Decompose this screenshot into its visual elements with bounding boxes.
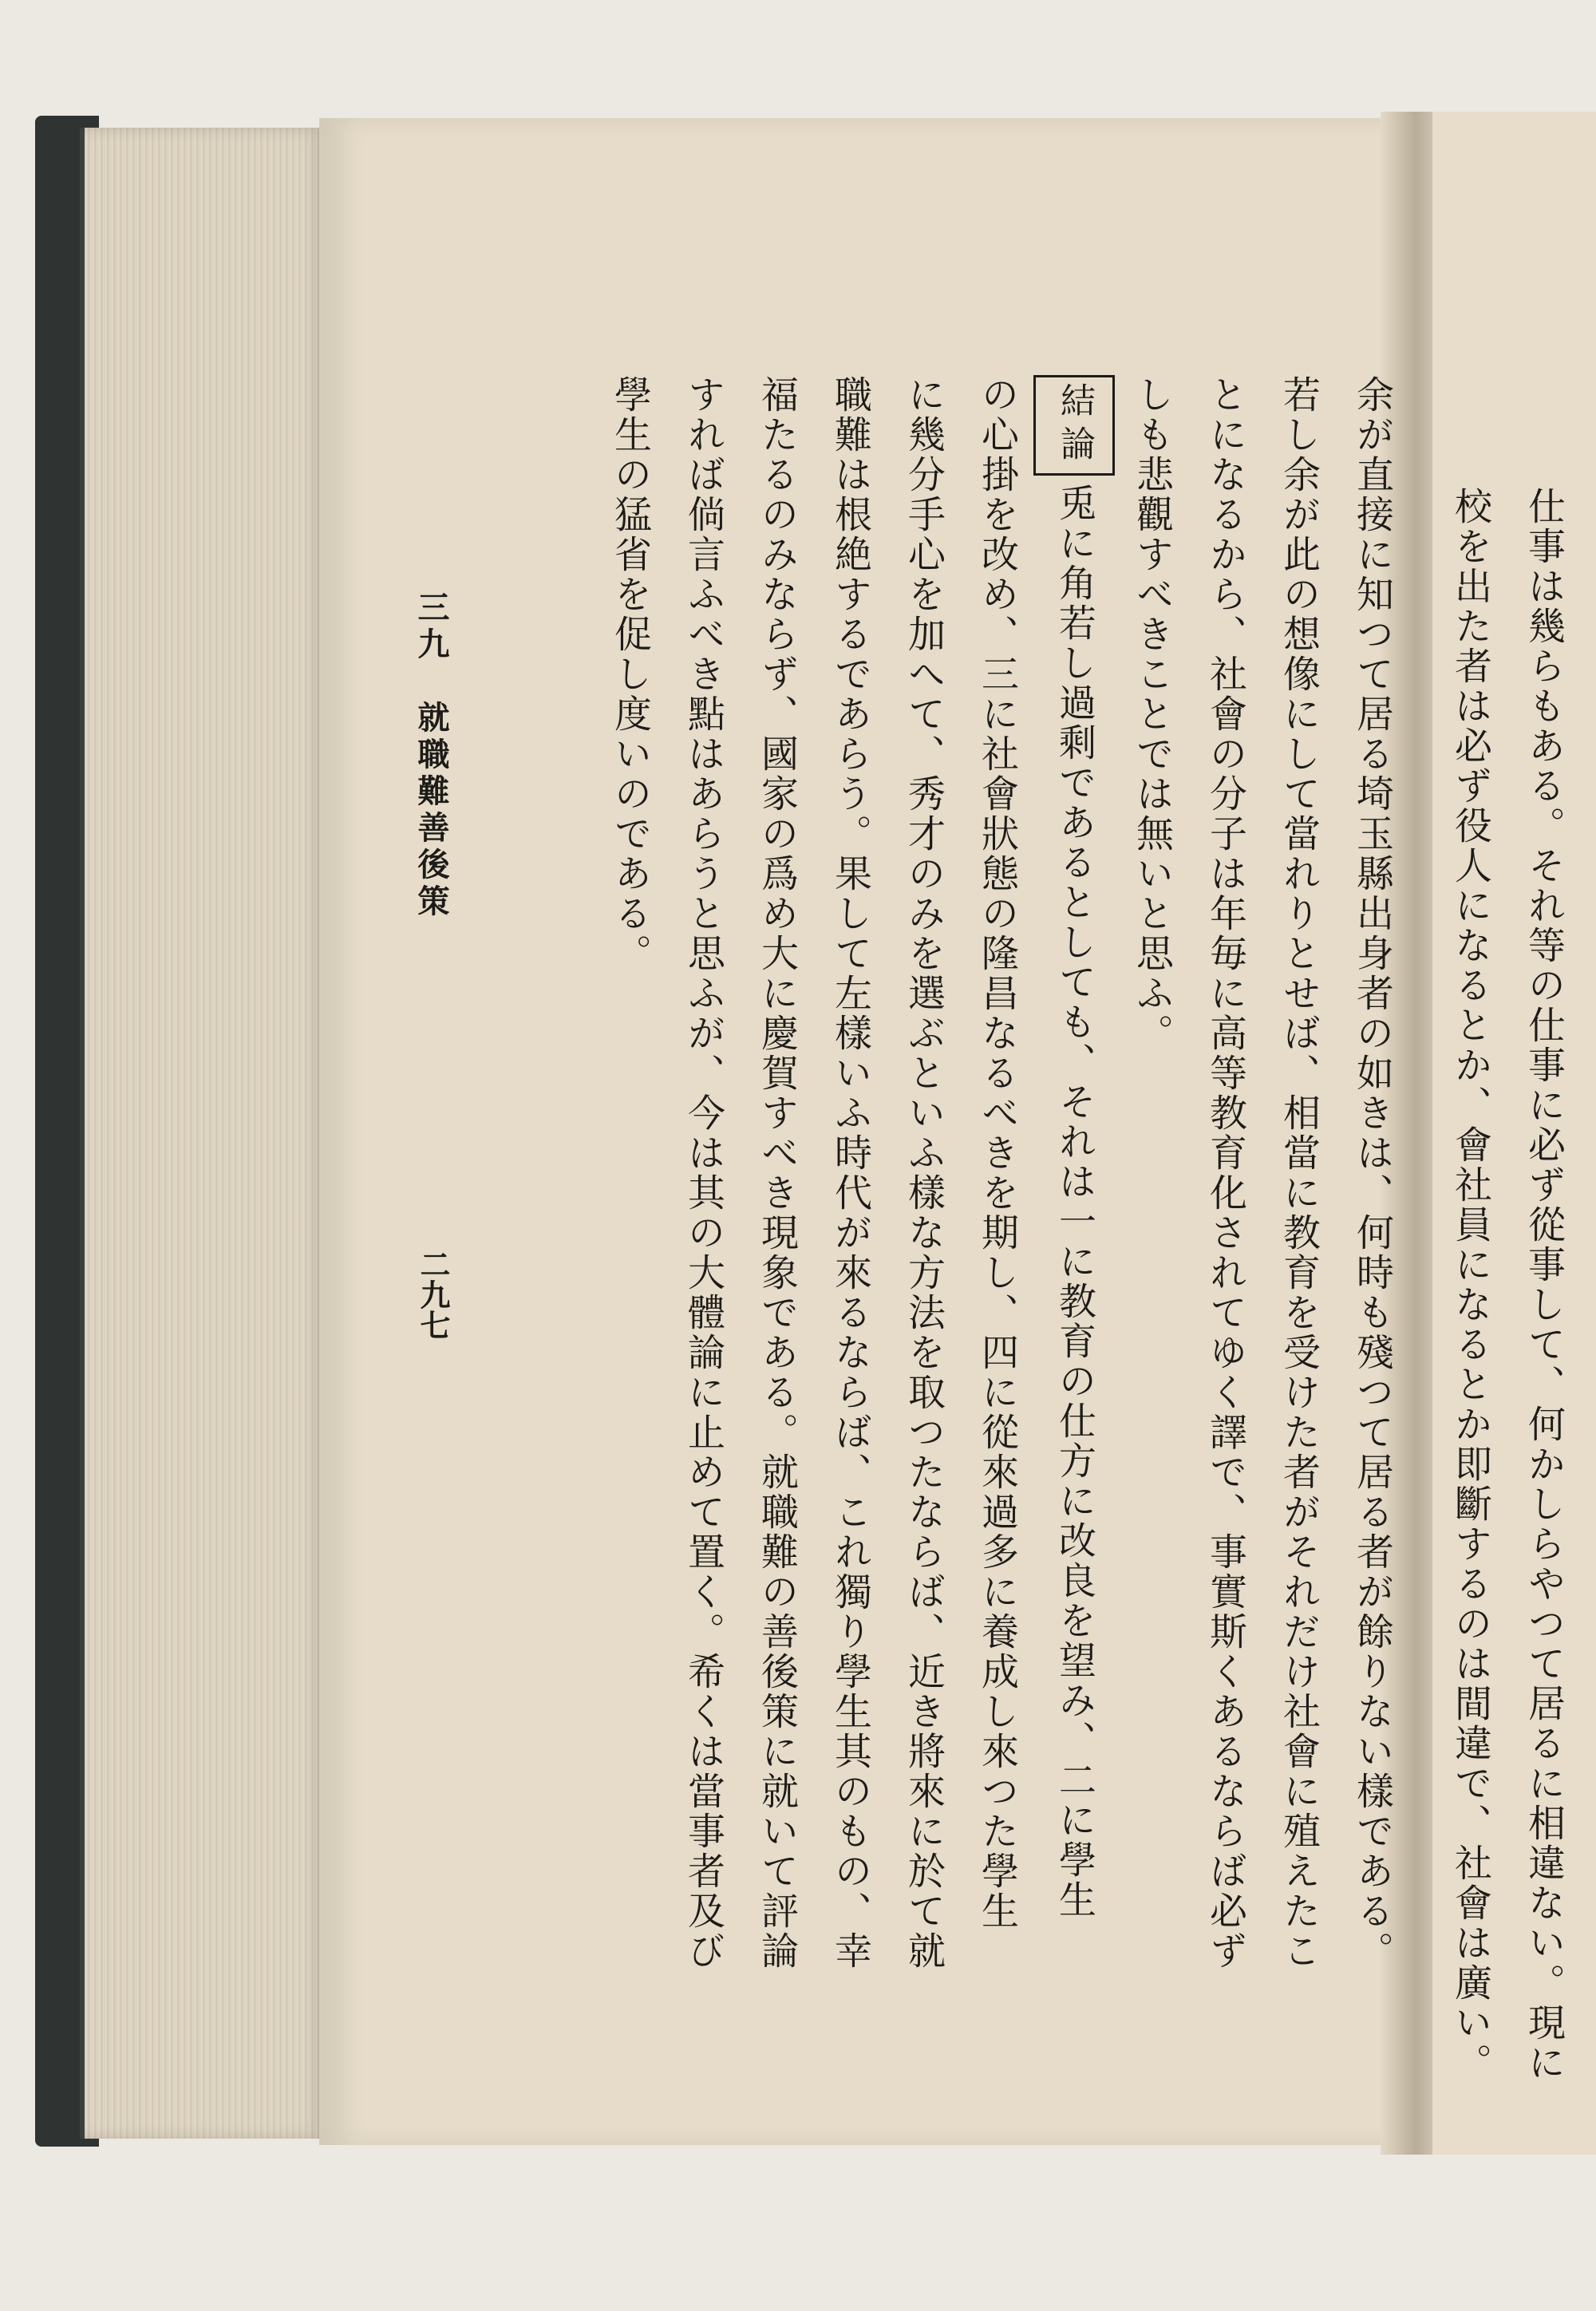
- conclusion-first-line: [1033, 375, 1115, 1920]
- text-line: しも悲觀すべきことでは無いと思ふ。: [1130, 375, 1174, 1053]
- right-line: 校を出た者は必ず役人になるとか、會社員になるとか即斷するのは間違で、社會は廣い。: [1448, 487, 1492, 2083]
- text-line: 余が直接に知つて居る埼玉縣出身者の如きは、何時も殘つて居る者が餘りない樣である。: [1350, 375, 1394, 1971]
- text-line: 職難は根絶するであらう。果して左樣いふ時代が來るならば、これ獨り學生其のもの、幸: [828, 375, 872, 1971]
- right-page-text: [1432, 487, 1580, 2083]
- text-line: の心掛を改め、三に社會狀態の隆昌なるべきを期し、四に從來過多に養成し來つた學生: [975, 375, 1019, 1931]
- text-line: すれば倘言ふべき點はあらうと思ふが、今は其の大體論に止めて置く。希くは當事者及び: [681, 375, 725, 1971]
- text-line: とになるから、社會の分子は年毎に高等教育化されてゆく譯で、事實斯くあるならば必ず: [1203, 375, 1247, 1971]
- right-page: [1432, 112, 1596, 2155]
- running-header-title: 三九 就職難善後策: [413, 591, 449, 921]
- text-line: 福たるのみならず、國家の爲め大に慶賀すべき現象である。就職難の善後策に就いて評論: [755, 375, 799, 1971]
- text-line: 兎に角若し過剩であるとしても、それは一に教育の仕方に改良を望み、二に學生: [1053, 484, 1096, 1920]
- body-text: [593, 375, 1408, 1971]
- text-line: 若し余が此の想像にして當れりとせば、相當に教育を受けた者がそれだけ社會に殖えたこ: [1277, 375, 1321, 1971]
- right-line: 仕事は幾らもある。それ等の仕事に必ず從事して、何かしらやつて居るに相違ない。現に: [1522, 487, 1566, 2083]
- text-line: に幾分手心を加へて、秀才のみを選ぶといふ樣な方法を取つたならば、近き將來に於て就: [902, 375, 946, 1971]
- section-heading-conclusion: 結論: [1033, 375, 1115, 476]
- page-number: 二九七: [415, 1249, 450, 1340]
- text-line: 學生の猛省を促し度いのである。: [608, 375, 652, 974]
- right-line: [1432, 487, 1433, 2003]
- page-edges: [85, 128, 324, 2139]
